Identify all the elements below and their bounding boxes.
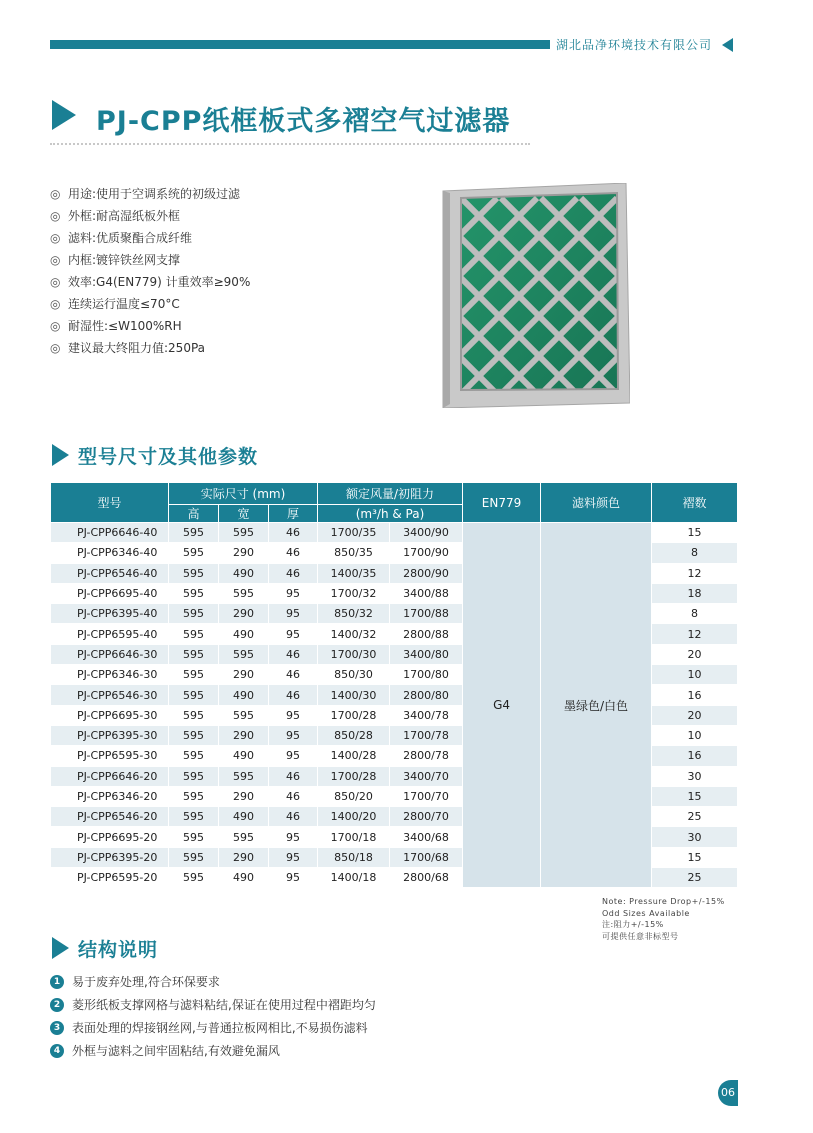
feature-item <box>50 249 250 271</box>
cell-airflow-initial: 1400/18 <box>318 868 390 888</box>
cell-airflow-max: 3400/68 <box>390 827 463 847</box>
cell-airflow-initial: 1700/28 <box>318 766 390 786</box>
cell-folds: 10 <box>652 725 738 745</box>
cell-height: 595 <box>169 644 219 664</box>
cell-airflow-max: 3400/80 <box>390 644 463 664</box>
cell-model: PJ-CPP6646-40 <box>51 523 169 543</box>
cell-model: PJ-CPP6346-30 <box>51 665 169 685</box>
triangle-right-icon <box>52 937 69 959</box>
cell-folds: 16 <box>652 685 738 705</box>
cell-airflow-initial: 850/32 <box>318 604 390 624</box>
number-badge-icon: 4 <box>50 1044 64 1058</box>
cell-airflow-max: 2800/80 <box>390 685 463 705</box>
cell-height: 595 <box>169 827 219 847</box>
cell-model: PJ-CPP6346-20 <box>51 786 169 806</box>
cell-model: PJ-CPP6395-20 <box>51 847 169 867</box>
cell-model: PJ-CPP6646-30 <box>51 644 169 664</box>
cell-airflow-initial: 1700/28 <box>318 705 390 725</box>
cell-folds: 25 <box>652 868 738 888</box>
cell-depth: 95 <box>269 868 318 888</box>
triangle-left-icon <box>722 38 733 52</box>
cell-depth: 95 <box>269 725 318 745</box>
cell-width: 490 <box>219 807 269 827</box>
structure-item <box>50 1040 376 1063</box>
product-image <box>440 183 630 408</box>
cell-height: 595 <box>169 786 219 806</box>
feature-text: 耐湿性:≤W100%RH <box>68 319 182 333</box>
cell-model: PJ-CPP6395-40 <box>51 604 169 624</box>
double-circle-icon: ◎ <box>50 297 61 311</box>
note-line: 注:阻力+/-15% <box>602 920 664 929</box>
cell-depth: 46 <box>269 543 318 563</box>
feature-item <box>50 293 250 315</box>
feature-item <box>50 271 250 293</box>
header-bar <box>50 40 550 49</box>
cell-airflow-initial: 850/30 <box>318 665 390 685</box>
cell-en779: G4 <box>463 523 541 888</box>
note-line: Note: Pressure Drop+/-15% <box>602 897 725 906</box>
structure-text: 易于废弃处理,符合环保要求 <box>72 975 220 989</box>
cell-folds: 15 <box>652 523 738 543</box>
col-header-color: 滤料颜色 <box>541 483 652 523</box>
cell-folds: 12 <box>652 624 738 644</box>
cell-folds: 12 <box>652 563 738 583</box>
double-circle-icon: ◎ <box>50 341 61 355</box>
feature-item <box>50 315 250 337</box>
cell-height: 595 <box>169 604 219 624</box>
cell-width: 290 <box>219 543 269 563</box>
cell-height: 595 <box>169 685 219 705</box>
cell-height: 595 <box>169 543 219 563</box>
triangle-right-icon <box>52 444 69 466</box>
cell-airflow-max: 2800/68 <box>390 868 463 888</box>
section-title-params: 型号尺寸及其他参数 <box>78 446 259 468</box>
cell-width: 290 <box>219 786 269 806</box>
structure-text: 外框与滤料之间牢固粘结,有效避免漏风 <box>72 1044 280 1058</box>
cell-height: 595 <box>169 725 219 745</box>
cell-width: 595 <box>219 583 269 603</box>
cell-airflow-max: 3400/88 <box>390 583 463 603</box>
cell-width: 595 <box>219 523 269 543</box>
cell-folds: 8 <box>652 543 738 563</box>
double-circle-icon: ◎ <box>50 187 61 201</box>
cell-width: 595 <box>219 644 269 664</box>
cell-width: 490 <box>219 624 269 644</box>
double-circle-icon: ◎ <box>50 231 61 245</box>
cell-folds: 30 <box>652 766 738 786</box>
col-header-size: 实际尺寸 (mm) <box>169 483 318 505</box>
cell-height: 595 <box>169 624 219 644</box>
cell-folds: 18 <box>652 583 738 603</box>
feature-text: 效率:G4(EN779) 计重效率≥90% <box>68 275 251 289</box>
section-title-structure: 结构说明 <box>78 939 159 961</box>
cell-model: PJ-CPP6695-40 <box>51 583 169 603</box>
col-header-width: 宽 <box>219 505 269 523</box>
page-title: PJ-CPP纸框板式多褶空气过滤器 <box>96 106 511 137</box>
cell-width: 490 <box>219 868 269 888</box>
cell-model: PJ-CPP6695-30 <box>51 705 169 725</box>
note-line: Odd Sizes Available <box>602 908 690 918</box>
cell-airflow-initial: 1700/35 <box>318 523 390 543</box>
cell-height: 595 <box>169 583 219 603</box>
cell-height: 595 <box>169 523 219 543</box>
cell-airflow-max: 2800/70 <box>390 807 463 827</box>
cell-airflow-max: 2800/90 <box>390 563 463 583</box>
feature-text: 内框:镀锌铁丝网支撑 <box>68 253 181 267</box>
spec-table <box>50 482 738 888</box>
cell-media-color: 墨绿色/白色 <box>541 523 652 888</box>
feature-text: 用途:使用于空调系统的初级过滤 <box>68 187 241 201</box>
cell-depth: 95 <box>269 847 318 867</box>
spec-table-body <box>51 523 738 888</box>
feature-item <box>50 227 250 249</box>
cell-airflow-max: 1700/80 <box>390 665 463 685</box>
triangle-right-icon <box>52 100 76 130</box>
cell-height: 595 <box>169 766 219 786</box>
cell-model: PJ-CPP6546-30 <box>51 685 169 705</box>
cell-width: 490 <box>219 746 269 766</box>
col-header-height: 高 <box>169 505 219 523</box>
cell-width: 595 <box>219 827 269 847</box>
col-header-airflow-unit: (m³/h & Pa) <box>318 505 463 523</box>
double-circle-icon: ◎ <box>50 319 61 333</box>
cell-depth: 46 <box>269 665 318 685</box>
cell-airflow-max: 3400/78 <box>390 705 463 725</box>
cell-depth: 95 <box>269 583 318 603</box>
cell-airflow-max: 2800/88 <box>390 624 463 644</box>
filter-illustration <box>440 183 630 408</box>
cell-width: 290 <box>219 665 269 685</box>
double-circle-icon: ◎ <box>50 253 61 267</box>
cell-airflow-initial: 1400/20 <box>318 807 390 827</box>
structure-list <box>50 971 376 1063</box>
cell-width: 595 <box>219 766 269 786</box>
dotted-divider <box>50 143 530 145</box>
cell-model: PJ-CPP6595-20 <box>51 868 169 888</box>
col-header-depth: 厚 <box>269 505 318 523</box>
note-line: 可提供任意非标型号 <box>602 931 679 941</box>
double-circle-icon: ◎ <box>50 275 61 289</box>
cell-folds: 15 <box>652 786 738 806</box>
company-name: 湖北品净环境技术有限公司 <box>556 38 713 52</box>
cell-airflow-initial: 1400/35 <box>318 563 390 583</box>
cell-airflow-initial: 1700/32 <box>318 583 390 603</box>
cell-height: 595 <box>169 746 219 766</box>
cell-depth: 95 <box>269 604 318 624</box>
cell-airflow-initial: 1400/32 <box>318 624 390 644</box>
cell-airflow-max: 1700/90 <box>390 543 463 563</box>
cell-folds: 30 <box>652 827 738 847</box>
cell-height: 595 <box>169 868 219 888</box>
cell-depth: 46 <box>269 786 318 806</box>
cell-airflow-initial: 1400/30 <box>318 685 390 705</box>
cell-airflow-initial: 850/20 <box>318 786 390 806</box>
cell-depth: 46 <box>269 644 318 664</box>
structure-item <box>50 971 376 994</box>
cell-height: 595 <box>169 807 219 827</box>
number-badge-icon: 1 <box>50 975 64 989</box>
cell-model: PJ-CPP6595-40 <box>51 624 169 644</box>
col-header-airflow <box>318 483 463 505</box>
cell-depth: 46 <box>269 766 318 786</box>
cell-height: 595 <box>169 705 219 725</box>
cell-airflow-initial: 850/28 <box>318 725 390 745</box>
table-notes <box>602 896 725 942</box>
feature-text: 建议最大终阻力值:250Pa <box>68 341 205 355</box>
cell-width: 290 <box>219 725 269 745</box>
cell-height: 595 <box>169 665 219 685</box>
cell-width: 490 <box>219 563 269 583</box>
cell-width: 490 <box>219 685 269 705</box>
feature-item <box>50 205 250 227</box>
cell-height: 595 <box>169 563 219 583</box>
cell-model: PJ-CPP6395-30 <box>51 725 169 745</box>
cell-height: 595 <box>169 847 219 867</box>
cell-airflow-initial: 1700/30 <box>318 644 390 664</box>
number-badge-icon: 3 <box>50 1021 64 1035</box>
cell-folds: 15 <box>652 847 738 867</box>
cell-width: 290 <box>219 604 269 624</box>
number-badge-icon: 2 <box>50 998 64 1012</box>
cell-depth: 95 <box>269 705 318 725</box>
cell-airflow-initial: 850/18 <box>318 847 390 867</box>
cell-model: PJ-CPP6546-20 <box>51 807 169 827</box>
cell-depth: 46 <box>269 563 318 583</box>
cell-model: PJ-CPP6346-40 <box>51 543 169 563</box>
col-header-folds: 褶数 <box>652 483 738 523</box>
cell-depth: 95 <box>269 624 318 644</box>
feature-item <box>50 183 250 205</box>
cell-folds: 10 <box>652 665 738 685</box>
cell-depth: 46 <box>269 685 318 705</box>
cell-folds: 20 <box>652 705 738 725</box>
feature-text: 外框:耐高湿纸板外框 <box>68 209 181 223</box>
structure-text: 菱形纸板支撑网格与滤料粘结,保证在使用过程中褶距均匀 <box>72 998 376 1012</box>
cell-model: PJ-CPP6546-40 <box>51 563 169 583</box>
feature-text: 滤料:优质聚酯合成纤维 <box>68 231 193 245</box>
cell-airflow-max: 1700/70 <box>390 786 463 806</box>
feature-text: 连续运行温度≤70°C <box>68 297 180 311</box>
feature-list <box>50 183 250 359</box>
cell-airflow-initial: 1400/28 <box>318 746 390 766</box>
airflow-label: 额定风量/初阻力 <box>346 487 435 501</box>
cell-width: 595 <box>219 705 269 725</box>
cell-model: PJ-CPP6595-30 <box>51 746 169 766</box>
cell-model: PJ-CPP6646-20 <box>51 766 169 786</box>
structure-text: 表面处理的焊接钢丝网,与普通拉板网相比,不易损伤滤料 <box>72 1021 368 1035</box>
cell-airflow-initial: 1700/18 <box>318 827 390 847</box>
structure-item <box>50 1017 376 1040</box>
cell-airflow-max: 3400/70 <box>390 766 463 786</box>
table-row <box>51 523 738 543</box>
cell-width: 290 <box>219 847 269 867</box>
double-circle-icon: ◎ <box>50 209 61 223</box>
cell-depth: 95 <box>269 827 318 847</box>
cell-airflow-max: 2800/78 <box>390 746 463 766</box>
cell-airflow-initial: 850/35 <box>318 543 390 563</box>
cell-folds: 16 <box>652 746 738 766</box>
structure-item <box>50 994 376 1017</box>
cell-model: PJ-CPP6695-20 <box>51 827 169 847</box>
cell-depth: 46 <box>269 807 318 827</box>
cell-depth: 46 <box>269 523 318 543</box>
cell-airflow-max: 1700/68 <box>390 847 463 867</box>
col-header-model: 型号 <box>51 483 169 523</box>
cell-airflow-max: 3400/90 <box>390 523 463 543</box>
cell-airflow-max: 1700/88 <box>390 604 463 624</box>
cell-airflow-max: 1700/78 <box>390 725 463 745</box>
cell-depth: 95 <box>269 746 318 766</box>
page-number: 06 <box>718 1080 738 1106</box>
cell-folds: 8 <box>652 604 738 624</box>
col-header-en779: EN779 <box>463 483 541 523</box>
cell-folds: 25 <box>652 807 738 827</box>
feature-item <box>50 337 250 359</box>
cell-folds: 20 <box>652 644 738 664</box>
